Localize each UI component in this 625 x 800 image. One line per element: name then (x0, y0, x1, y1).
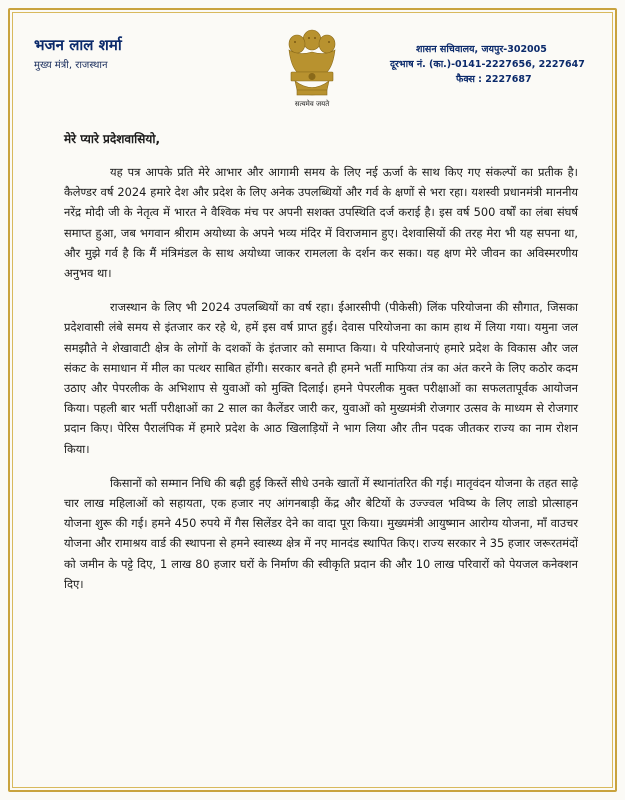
address-line: शासन सचिवालय, जयपुर-302005 (416, 44, 547, 55)
phone-line: दूरभाष नं. (का.)-0141-2227656, 2227647 (390, 59, 585, 70)
paragraph: किसानों को सम्मान निधि की बढ़ी हुई किस्तें सीधे उनके खातों में स्थानांतरित की गई। मातृवंदन योजना के तहत साढ़े चार लाख महिलाओं को सहायता, एक हजार नए आंगनबाड़ी केंद्र और बेटियों के उज्ज्वल भविष्य के लिए लाडो प्रोत्साहन योजना शुरू की गई। हमने 450 रुपये में गैस सिलेंडर देने का वादा पूरा किया। मुख्यमंत्री आयुष्मान आरोग्य योजना, माँ वाउचर योजना और रामाश्रय वार्ड की स्थापना से हमने स्वास्थ्य क्षेत्र में नए मानदंड स्थापित किए। राज्य सरकार ने 35 हजार जरूरतमंदों को जमीन के पट्टे दिए, 1 लाख 80 हजार घरों के निर्माण की स्वीकृति प्रदान की और 10 लाख परिवारों को पेयजल कनेक्शन दिए। (64, 475, 578, 591)
letter-body (64, 162, 578, 608)
salutation: मेरे प्यारे प्रदेशवासियो, (64, 132, 161, 146)
state-emblem-icon (277, 26, 347, 110)
sender-name: भजन लाल शर्मा (34, 36, 122, 54)
sender-block (34, 36, 122, 71)
sender-title: मुख्य मंत्री, राजस्थान (34, 60, 108, 71)
contact-block (390, 42, 600, 87)
paragraph: यह पत्र आपके प्रति मेरे आभार और आगामी समय के लिए नई ऊर्जा के साथ किए गए संकल्पों का प्रतीक है। कैलेण्डर वर्ष 2024 हमारे देश और प्रदेश के लिए अनेक उपलब्धियों और गर्व के क्षणों से भरा रहा। यशस्वी प्रधानमंत्री माननीय नरेंद्र मोदी जी के नेतृत्व में भारत ने वैश्विक मंच पर अपनी सशक्त उपस्थिति दर्ज कराई है। इस वर्ष 500 वर्षों का लंबा संघर्ष समाप्त हुआ, जब भगवान श्रीराम अयोध्या के अपने भव्य मंदिर में विराजमान हुए। देशवासियों की तरह मेरा भी यह सपना था, और मुझे गर्व है कि मैं मंत्रिमंडल के साथ अयोध्या जाकर रामलला के दर्शन कर सका। यह क्षण मेरे जीवन का अविस्मरणीय अनुभव था। (64, 165, 578, 281)
paragraph: राजस्थान के लिए भी 2024 उपलब्धियों का वर्ष रहा। ईआरसीपी (पीकेसी) लिंक परियोजना की सौगात, जिसका प्रदेशवासी लंबे समय से इंतजार कर रहे थे, हमें इस वर्ष प्राप्त हुई। देवास परियोजना का काम हाथ में लिया गया। यमुना जल समझौते ने शेखावाटी क्षेत्र के लोगों के दशकों के इंतजार को समाप्त किया। ये परियोजनाएं हमारे प्रदेश के विकास और जल संकट के समाधान में मील का पत्थर साबित होंगी। सरकार बनते ही हमने भर्ती माफिया तंत्र का अंत करने के लिए कठोर कदम उठाए और पेपरलीक के अभिशाप से युवाओं को मुक्ति दिलाई। हमने पेपरलीक मुक्त परीक्षाओं का सफलतापूर्वक आयोजन किया। पहली बार भर्ती परीक्षाओं का 2 साल का कैलेंडर जारी कर, युवाओं को मुख्यमंत्री रोजगार उत्सव के माध्यम से रोजगार प्रदान किए। पेरिस पैरालंपिक में हमारे प्रदेश के आठ खिलाड़ियों ने भाग लिया और तीन पदक जीतकर राज्य का नाम रोशन किया। (64, 300, 578, 456)
emblem-motto: सत्यमेव जयते (294, 100, 330, 108)
fax-line: फैक्स : 2227687 (456, 74, 532, 85)
